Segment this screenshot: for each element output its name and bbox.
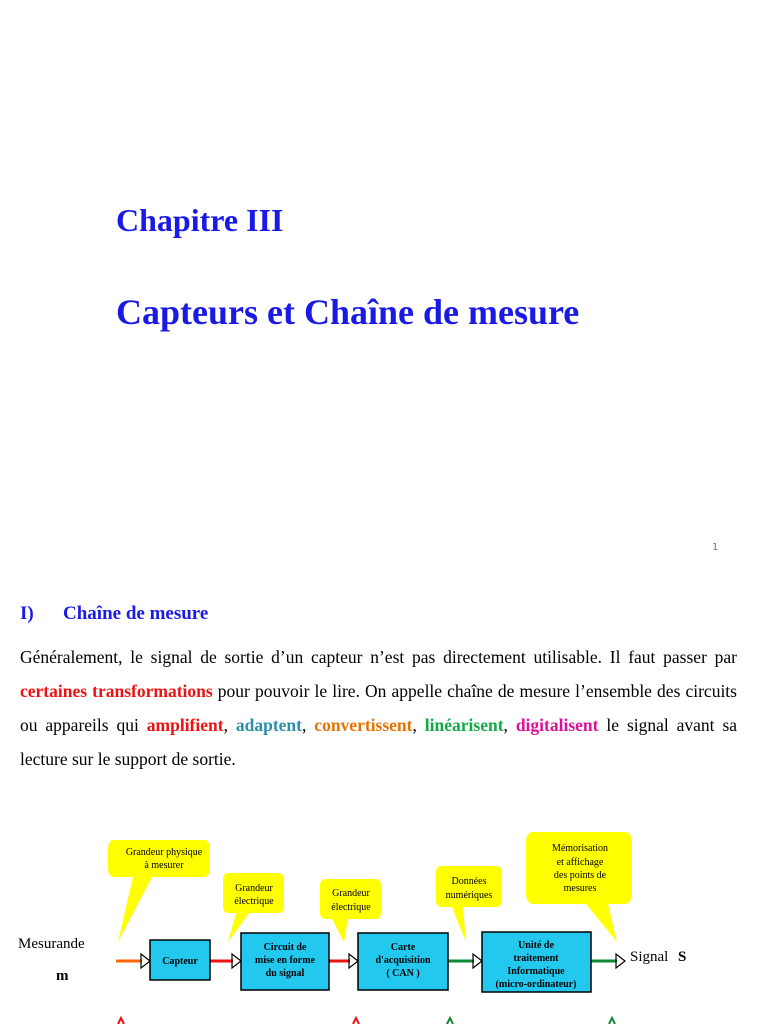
keyword-transformations: certaines transformations (20, 681, 213, 701)
block-acquisition-card-line-1: Carte (390, 942, 416, 953)
bubble-physical-quantity (108, 840, 210, 942)
block-computer-processing-line-3: Informatique (507, 966, 565, 977)
keyword-adaptent: adaptent (235, 715, 302, 735)
section-title: Chaîne de mesure (63, 603, 209, 624)
page-number: 1 (712, 542, 719, 553)
bubble-digital-data-line-1: Données (451, 876, 487, 887)
output-symbol: S (678, 949, 687, 965)
slide-title: Capteurs et Chaîne de mesure (116, 292, 580, 332)
bubble-electrical-quantity-2-line-2: électrique (331, 902, 371, 913)
keyword-linearisent: linéarisent (424, 715, 504, 735)
keyword-amplifient: amplifient (146, 715, 224, 735)
block-signal-conditioning-line-2: mise en forme (255, 955, 315, 966)
arrow-red-2 (329, 954, 358, 968)
para-text-1: Généralement, le signal de sortie d’un capteur n’est pas directement utilisable. Il faut passer par (20, 647, 737, 667)
block-acquisition-card-line-3: ( CAN ) (386, 968, 420, 979)
bubble-electrical-quantity-1 (223, 873, 284, 942)
para-sep-1: , (223, 715, 236, 735)
block-acquisition-card-line-2: d'acquisition (375, 955, 431, 966)
block-capteur-label: Capteur (162, 956, 198, 967)
chapter-title: Chapitre III (116, 202, 284, 238)
bubble-memorization-line-3: des points de (553, 870, 607, 881)
section-number: I) (20, 603, 34, 624)
bubble-memorization-line-2: et affichage (556, 857, 604, 868)
para-text-2: pour pouvoir le lire. On appelle chaîne de mesure l’ensemble des circuits ou appareils qui (20, 681, 737, 735)
bubble-memorization-line-1: Mémorisation (551, 843, 609, 854)
arrow-green-1 (448, 954, 482, 968)
block-computer-processing-line-1: Unité de (518, 940, 554, 951)
keyword-digitalisent: digitalisent (515, 715, 599, 735)
block-computer-processing (482, 932, 591, 992)
block-signal-conditioning-line-1: Circuit de (263, 942, 307, 953)
bubble-physical-quantity-line-1: Grandeur physique (125, 847, 203, 858)
bubble-memorization-line-4: mesures (563, 883, 597, 894)
para-sep-2: , (302, 715, 315, 735)
para-sep-3: , (412, 715, 425, 735)
bubble-digital-data-line-2: numériques (445, 890, 493, 901)
block-signal-conditioning-line-3: du signal (265, 968, 305, 979)
bubble-electrical-quantity-2-line-1: Grandeur (332, 888, 370, 899)
bubble-electrical-quantity-1-line-1: Grandeur (235, 883, 273, 894)
intro-paragraph (20, 640, 737, 776)
arrow-red-1 (210, 954, 241, 968)
bottom-partial-marks (118, 1018, 615, 1024)
block-acquisition-card (358, 933, 448, 990)
bubble-digital-data (436, 866, 502, 942)
arrow-orange (116, 954, 150, 968)
output-label: Signal (630, 949, 669, 965)
section-heading (20, 603, 208, 625)
block-computer-processing-line-4: (micro-ordinateur) (495, 979, 577, 990)
arrow-green-2 (591, 954, 625, 968)
bubble-memorization (526, 832, 632, 942)
input-label: Mesurande (18, 936, 85, 952)
para-sep-4: , (503, 715, 516, 735)
block-signal-conditioning (241, 933, 329, 990)
input-symbol: m (56, 968, 69, 984)
block-capteur (150, 940, 210, 980)
measurement-chain-diagram (0, 820, 768, 1024)
para-text-3: le signal avant sa lecture sur le support de sortie. (20, 715, 738, 769)
keyword-convertissent: convertissent (314, 715, 413, 735)
bubble-physical-quantity-line-2: à mesurer (144, 860, 184, 871)
bubble-electrical-quantity-1-line-2: électrique (234, 896, 274, 907)
block-computer-processing-line-2: traitement (513, 953, 559, 964)
